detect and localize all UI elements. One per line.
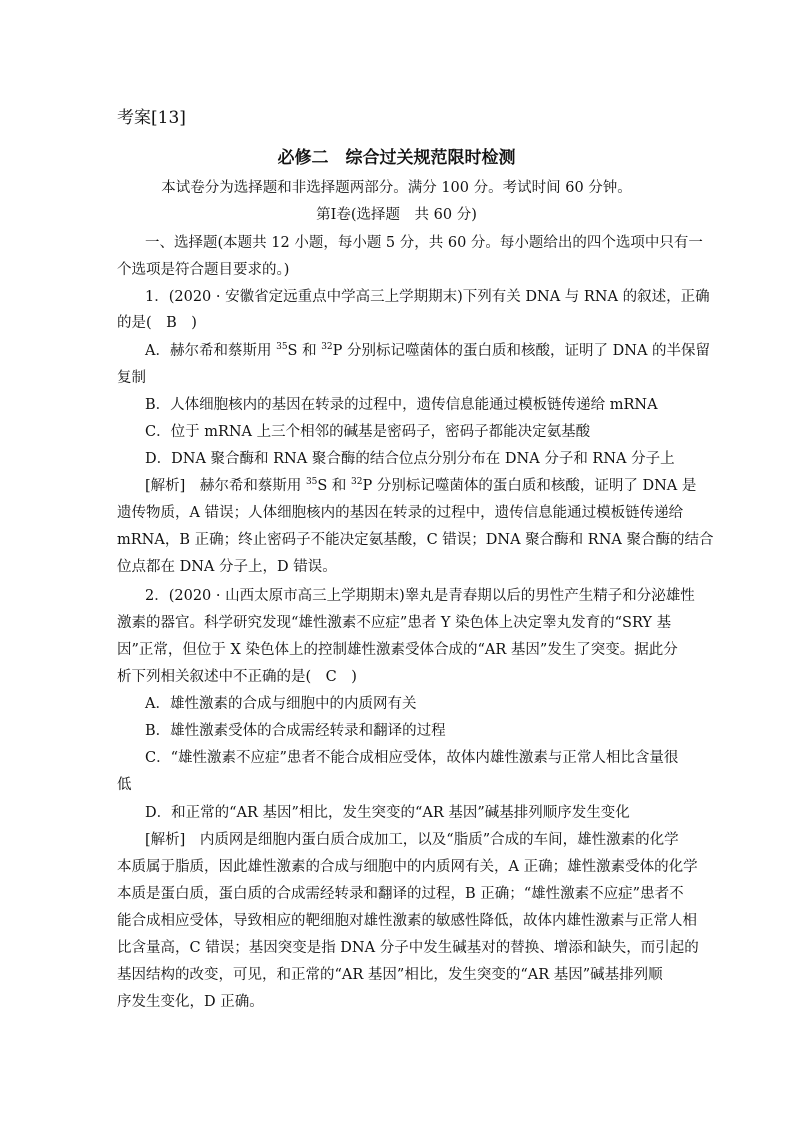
q1-explanation-mid: S 和 [317,478,352,494]
q1-option-a-line-2: 复制 [117,370,146,386]
q1-explanation-line-4: 位点都在 DNA 分子上，D 错误。 [117,559,337,575]
isotope-35-superscript: 35 [305,477,318,487]
q1-stem-line-1: 1．(2020 · 安徽省定远重点中学高三上学期期末)下列有关 DNA 与 RNA 的叙述，正确 [145,289,710,305]
q2-stem-line-4: 析下列相关叙述中不正确的是( C ) [117,669,357,685]
isotope-32-superscript: 32 [321,342,333,352]
q2-option-c-line-1: C．“雄性激素不应症”患者不能合成相应受体，故体内雄性激素与正常人相比含量很 [145,750,679,766]
q2-option-d: D．和正常的“AR 基因”相比，发生突变的“AR 基因”碱基排列顺序发生变化 [145,805,630,821]
q2-explanation-line-3: 本质是蛋白质，蛋白质的合成需经转录和翻译的过程，B 正确；“雄性激素不应症”患者不 [117,886,684,902]
isotope-32-superscript: 32 [351,477,363,487]
q2-stem-line-2: 激素的器官。科学研究发现“雄性激素不应症”患者 Y 染色体上决定睾丸发育的“SRY 基 [117,615,672,631]
q1-explanation-line-1 [145,476,696,496]
q2-explanation-line-7: 序发生变化，D 正确。 [117,994,264,1010]
q2-stem-line-1: 2．(2020 · 山西太原市高三上学期期末)睾丸是青春期以后的男性产生精子和分泌雄性 [145,588,695,604]
q1-explanation-post: P 分别标记噬菌体的蛋白质和核酸，证明了 DNA 是 [362,478,697,494]
part-heading: 第Ⅰ卷(选择题 共 60 分) [316,207,477,223]
q1-option-a [145,341,710,361]
q1-option-a-pre: A．赫尔希和蔡斯用 [145,343,277,359]
section-instruction-line-1: 一、选择题(本题共 12 小题，每小题 5 分，共 60 分。每小题给出的四个选项中只有一 [145,235,703,251]
q1-option-a-mid: S 和 [287,343,322,359]
q2-explanation-line-1: [解析] 内质网是细胞内蛋白质合成加工，以及“脂质”合成的车间，雄性激素的化学 [145,832,679,848]
section-instruction-line-2: 个选项是符合题目要求的。) [117,262,290,278]
q2-stem-line-3: 因”正常，但位于 X 染色体上的控制雄性激素受体合成的“AR 基因”发生了突变。据此分 [117,642,678,658]
exam-tag: 考案[13] [117,108,186,128]
q2-explanation-line-5: 比含量高，C 错误；基因突变是指 DNA 分子中发生碱基对的替换、增添和缺失，而引起的 [117,940,699,956]
q2-explanation-line-4: 能合成相应受体，导致相应的靶细胞对雄性激素的敏感性降低，故体内雄性激素与正常人相 [117,913,697,929]
exam-intro: 本试卷分为选择题和非选择题两部分。满分 100 分。考试时间 60 分钟。 [161,180,632,196]
q1-explanation-line-2: 遗传物质，A 错误；人体细胞核内的基因在转录的过程中，遗传信息能通过模板链传递给 [117,505,684,521]
q1-option-d: D．DNA 聚合酶和 RNA 聚合酶的结合位点分别分布在 DNA 分子和 RNA 分子上 [145,451,675,467]
q1-explanation-pre: [解析] 赫尔希和蔡斯用 [145,478,306,494]
q2-explanation-line-2: 本质属于脂质，因此雄性激素的合成与细胞中的内质网有关，A 正确；雄性激素受体的化学 [117,859,698,875]
page-title: 必修二 综合过关规范限时检测 [277,148,516,168]
isotope-35-superscript: 35 [276,342,288,352]
q2-option-a: A．雄性激素的合成与细胞中的内质网有关 [145,696,417,712]
q1-option-b: B．人体细胞核内的基因在转录的过程中，遗传信息能通过模板链传递给 mRNA [145,397,658,413]
q1-stem-line-2: 的是( B ) [117,315,197,331]
q1-option-c: C．位于 mRNA 上三个相邻的碱基是密码子，密码子都能决定氨基酸 [145,424,591,440]
q2-option-c-line-2: 低 [117,777,132,793]
q2-explanation-line-6: 基因结构的改变，可见，和正常的“AR 基因”相比，发生突变的“AR 基因”碱基排列顺 [117,967,663,983]
q2-option-b: B．雄性激素受体的合成需经转录和翻译的过程 [145,723,446,739]
q1-explanation-line-3: mRNA，B 正确；终止密码子不能决定氨基酸，C 错误；DNA 聚合酶和 RNA 聚合酶的结合 [117,532,714,548]
q1-option-a-post: P 分别标记噬菌体的蛋白质和核酸，证明了 DNA 的半保留 [332,343,711,359]
